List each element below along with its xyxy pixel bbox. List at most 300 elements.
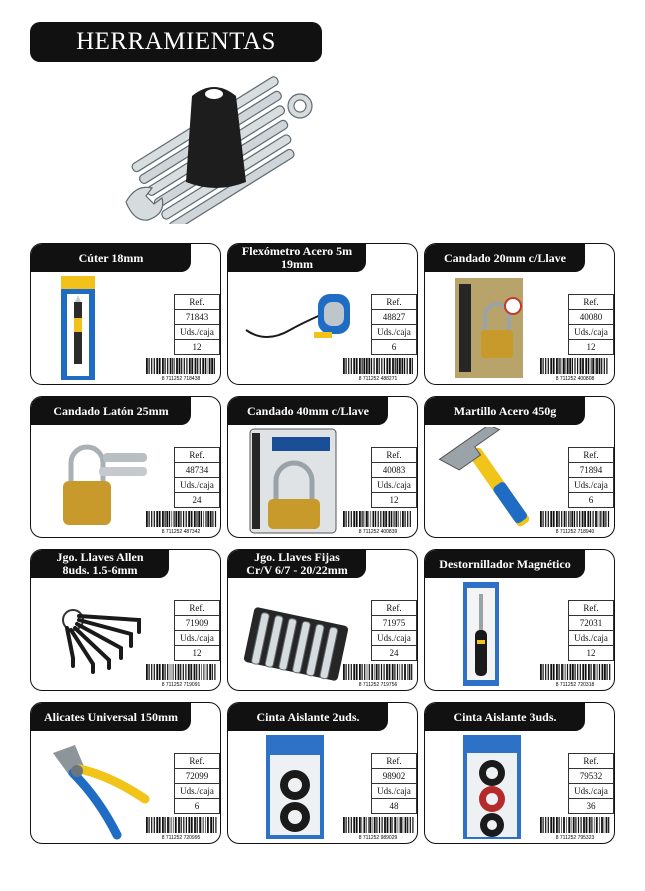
barcode-bars: [540, 817, 609, 833]
barcode-bar: [605, 511, 606, 527]
spec-table: [371, 753, 417, 814]
barcode-bar: [207, 664, 208, 680]
barcode-bars: [540, 358, 608, 374]
barcode-bar: [550, 817, 552, 833]
units-label: Uds./caja: [569, 325, 614, 340]
units-value: 12: [175, 646, 220, 661]
barcode-bar: [399, 817, 400, 833]
barcode-bar: [353, 358, 355, 374]
ref-value: 40083: [372, 463, 417, 478]
barcode-bars: [343, 664, 412, 680]
spec-table: [174, 753, 220, 814]
barcode-bar: [561, 664, 563, 680]
barcode-bar: [372, 817, 373, 833]
barcode-bar: [556, 511, 558, 527]
barcode-bar: [571, 817, 572, 833]
barcode-bar: [397, 358, 399, 374]
ref-value: 71975: [372, 616, 417, 631]
barcode-bar: [162, 664, 164, 680]
barcode-bar: [162, 358, 164, 374]
product-name: Candado Latón 25mm: [31, 397, 191, 425]
barcode-bar: [412, 817, 413, 833]
barcode-bar: [381, 664, 382, 680]
hammer-icon: [437, 427, 549, 535]
barcode-bars: [146, 358, 215, 374]
barcode-bar: [559, 817, 560, 833]
pliers-icon: [43, 733, 155, 841]
barcode-bars: [146, 511, 216, 527]
barcode-bar: [568, 511, 569, 527]
barcode-bar: [181, 358, 182, 374]
barcode-bar: [402, 358, 404, 374]
barcode-bar: [167, 817, 169, 833]
barcode-bar: [190, 664, 192, 680]
barcode-bar: [391, 511, 392, 527]
barcode-bar: [604, 817, 605, 833]
barcode-bar: [574, 358, 575, 374]
barcode-bar: [407, 358, 408, 374]
wrench-set-icon: [240, 580, 352, 688]
barcode-bar: [188, 817, 190, 833]
barcode-bar: [379, 358, 380, 374]
barcode-bar: [175, 664, 176, 680]
barcode-bar: [376, 664, 378, 680]
barcode-bar: [343, 817, 345, 833]
units-value: 24: [175, 493, 220, 508]
barcode-bar: [149, 358, 150, 374]
barcode-bar: [146, 511, 148, 527]
barcode-bar: [146, 358, 148, 374]
barcode-bar: [603, 511, 605, 527]
barcode-bar: [374, 817, 376, 833]
units-value: 6: [175, 799, 220, 814]
barcode-bar: [212, 511, 213, 527]
barcode-number: 8 711252 719091: [161, 682, 201, 687]
barcode-bar: [202, 358, 204, 374]
product-card: [227, 702, 418, 844]
barcode-bar: [380, 511, 381, 527]
barcode-bar: [564, 511, 566, 527]
barcode-bar: [599, 817, 600, 833]
barcode-bar: [588, 664, 590, 680]
barcode-bar: [369, 511, 370, 527]
barcode-bar: [381, 358, 382, 374]
barcode-bar: [368, 817, 369, 833]
barcode: [144, 816, 218, 840]
barcode-bar: [203, 511, 204, 527]
barcode-bar: [411, 664, 412, 680]
barcode-bar: [588, 358, 589, 374]
barcode-bar: [383, 511, 385, 527]
barcode-number: 8 711252 718940: [555, 529, 595, 534]
tape-2-icon: [240, 733, 352, 841]
barcode-bar: [359, 664, 361, 680]
barcode-bar: [597, 664, 598, 680]
barcode-bar: [548, 511, 549, 527]
barcode-bar: [545, 817, 546, 833]
barcode-bar: [402, 511, 404, 527]
ref-value: 48827: [372, 310, 417, 325]
ref-value: 71894: [569, 463, 614, 478]
barcode-bar: [178, 664, 180, 680]
barcode-bar: [197, 817, 198, 833]
barcode-bar: [545, 664, 546, 680]
barcode-bar: [598, 511, 599, 527]
barcode-bar: [197, 358, 198, 374]
barcode-bar: [363, 358, 365, 374]
units-label: Uds./caja: [175, 631, 220, 646]
barcode-bar: [591, 664, 592, 680]
barcode-bar: [379, 817, 380, 833]
barcode-bar: [189, 358, 191, 374]
barcode-bar: [343, 358, 345, 374]
barcode-bar: [385, 511, 387, 527]
barcode: [144, 663, 218, 687]
barcode-bar: [165, 511, 166, 527]
ref-value: 72031: [569, 616, 614, 631]
barcode-bar: [369, 817, 371, 833]
barcode-bar: [146, 664, 148, 680]
units-label: Uds./caja: [569, 478, 614, 493]
barcode-bar: [599, 664, 600, 680]
ref-label: Ref.: [372, 754, 417, 769]
product-card: [227, 243, 418, 385]
barcode-bar: [169, 511, 170, 527]
barcode-bar: [165, 817, 166, 833]
barcode-bar: [591, 817, 592, 833]
barcode-bar: [170, 358, 172, 374]
barcode-bar: [356, 358, 358, 374]
units-value: 12: [569, 340, 614, 355]
product-card: [227, 396, 418, 538]
barcode-bar: [582, 664, 584, 680]
barcode-bar: [543, 664, 544, 680]
barcode-bar: [156, 664, 158, 680]
barcode-bar: [376, 358, 378, 374]
barcode-bar: [367, 664, 368, 680]
product-card: [227, 549, 418, 691]
barcode-bar: [205, 358, 206, 374]
barcode-bar: [180, 511, 181, 527]
ref-label: Ref.: [175, 295, 220, 310]
barcode-bar: [553, 664, 555, 680]
barcode-bar: [188, 511, 190, 527]
barcode-bar: [562, 358, 563, 374]
product-card: [424, 702, 615, 844]
barcode-bar: [183, 664, 184, 680]
barcode-bar: [589, 817, 591, 833]
barcode-bar: [162, 511, 164, 527]
barcode-bar: [166, 511, 168, 527]
barcode-bar: [592, 358, 594, 374]
barcode-bar: [362, 817, 363, 833]
barcode-bar: [351, 664, 352, 680]
product-name: Martillo Acero 450g: [425, 397, 585, 425]
barcode-bar: [156, 817, 158, 833]
barcode-bar: [368, 358, 370, 374]
product-name: Jgo. Llaves Allen 8uds. 1.5-6mm: [31, 550, 169, 578]
barcode-bar: [210, 511, 212, 527]
barcode-bar: [194, 817, 196, 833]
ref-value: 79532: [569, 769, 614, 784]
product-name: Candado 20mm c/Llave: [425, 244, 585, 272]
barcode-bar: [362, 664, 363, 680]
units-value: 36: [569, 799, 614, 814]
barcode-bar: [351, 817, 352, 833]
barcode-bar: [215, 511, 216, 527]
barcode-bar: [585, 664, 587, 680]
barcode-bar: [392, 817, 393, 833]
barcode-bar: [196, 511, 197, 527]
barcode-bar: [201, 664, 202, 680]
ref-label: Ref.: [175, 448, 220, 463]
barcode-bar: [167, 664, 168, 680]
barcode-number: 8 711252 720995: [161, 835, 201, 840]
barcode-bar: [407, 511, 408, 527]
ref-value: 40080: [569, 310, 614, 325]
barcode: [538, 510, 612, 534]
barcode-bar: [400, 817, 402, 833]
barcode-bar: [575, 817, 576, 833]
barcode-bar: [543, 358, 544, 374]
barcode-bars: [540, 511, 609, 527]
barcode-bar: [371, 511, 372, 527]
product-name: Alicates Universal 150mm: [31, 703, 191, 731]
barcode-bar: [553, 817, 555, 833]
barcode-bar: [609, 664, 610, 680]
barcode-bar: [566, 511, 567, 527]
barcode-bar: [356, 817, 358, 833]
barcode-bar: [348, 511, 349, 527]
barcode-bar: [184, 358, 185, 374]
barcode-bar: [389, 664, 391, 680]
barcode-bar: [585, 358, 587, 374]
barcode-bar: [183, 817, 184, 833]
barcode-bar: [604, 664, 606, 680]
barcode-bar: [212, 664, 213, 680]
product-name: Cinta Aislante 2uds.: [228, 703, 388, 731]
barcode-number: 8 711252 719756: [358, 682, 398, 687]
ref-value: 72099: [175, 769, 220, 784]
units-value: 12: [372, 493, 417, 508]
barcode-bar: [356, 664, 358, 680]
barcode-number: 8 711252 487342: [161, 529, 201, 534]
padlock-large-icon: [240, 427, 352, 535]
barcode-bar: [410, 511, 411, 527]
product-card: [424, 549, 615, 691]
barcode-bar: [574, 511, 575, 527]
barcode-bar: [371, 358, 372, 374]
barcode-bar: [151, 817, 152, 833]
barcode-bar: [570, 511, 571, 527]
barcode-bar: [170, 664, 171, 680]
spec-table: [371, 447, 417, 508]
brass-padlock-icon: [43, 427, 155, 535]
barcode-number: 8 711252 795323: [555, 835, 595, 840]
barcode-bar: [382, 817, 383, 833]
barcode: [341, 816, 415, 840]
barcode-bar: [351, 511, 352, 527]
barcode-bar: [400, 511, 401, 527]
barcode-bar: [567, 358, 569, 374]
barcode-number: 8 711252 989029: [358, 835, 398, 840]
units-label: Uds./caja: [372, 325, 417, 340]
barcode-bar: [151, 511, 152, 527]
barcode-bar: [176, 358, 178, 374]
barcode-bar: [584, 511, 586, 527]
spec-table: [371, 294, 417, 355]
barcode-bar: [366, 511, 368, 527]
product-name: Destornillador Magnético: [425, 550, 585, 578]
barcode-bar: [205, 817, 206, 833]
barcode-bar: [586, 817, 588, 833]
ref-label: Ref.: [372, 601, 417, 616]
product-name: Flexómetro Acero 5m 19mm: [228, 244, 366, 272]
barcode-bar: [561, 511, 562, 527]
barcode-bar: [202, 817, 203, 833]
barcode-bar: [606, 358, 607, 374]
units-value: 12: [175, 340, 220, 355]
barcode-bar: [172, 511, 173, 527]
barcode-bar: [400, 664, 401, 680]
screwdriver-icon: [437, 580, 549, 688]
spec-table: [174, 447, 220, 508]
barcode-bar: [356, 511, 358, 527]
barcode-bar: [154, 664, 155, 680]
barcode-bar: [154, 358, 155, 374]
barcode-bar: [384, 664, 385, 680]
barcode-bar: [203, 817, 204, 833]
barcode-bar: [343, 664, 345, 680]
product-card: [424, 396, 615, 538]
barcode-bar: [543, 511, 544, 527]
barcode-bar: [602, 511, 603, 527]
barcode-bar: [599, 358, 601, 374]
barcode-bar: [593, 511, 594, 527]
barcode-bar: [582, 511, 584, 527]
barcode-bar: [188, 664, 190, 680]
units-value: 24: [372, 646, 417, 661]
barcode-bar: [601, 817, 603, 833]
barcode-bar: [384, 817, 386, 833]
units-label: Uds./caja: [175, 478, 220, 493]
barcode-bar: [362, 358, 363, 374]
barcode-bar: [565, 664, 566, 680]
barcode-bar: [172, 358, 173, 374]
barcode-bars: [343, 358, 413, 374]
barcode-bar: [567, 664, 568, 680]
barcode-bar: [606, 817, 608, 833]
barcode-bar: [159, 817, 161, 833]
barcode-bar: [540, 358, 542, 374]
barcode-bar: [373, 511, 375, 527]
barcode-bar: [550, 358, 552, 374]
barcode-bar: [596, 664, 597, 680]
units-label: Uds./caja: [175, 784, 220, 799]
barcode-bar: [198, 511, 200, 527]
barcode-bar: [154, 817, 155, 833]
barcode-bar: [540, 511, 542, 527]
barcode-bar: [374, 358, 375, 374]
barcode-bar: [402, 664, 403, 680]
barcode-number: 8 711252 720318: [555, 682, 595, 687]
barcode-bar: [159, 664, 161, 680]
barcode-bar: [369, 664, 370, 680]
barcode-bar: [346, 511, 347, 527]
barcode-bar: [386, 358, 388, 374]
barcode-bar: [575, 664, 576, 680]
barcode: [341, 510, 415, 534]
barcode-bar: [553, 511, 555, 527]
barcode-bar: [566, 817, 567, 833]
barcode-bar: [590, 511, 591, 527]
barcode-bar: [591, 358, 592, 374]
barcode-bar: [548, 664, 549, 680]
barcode-bar: [348, 817, 349, 833]
ref-label: Ref.: [372, 448, 417, 463]
barcode-bar: [393, 511, 394, 527]
barcode-bar: [593, 664, 595, 680]
barcode-bar: [351, 358, 352, 374]
barcode-number: 8 711252 400839: [358, 529, 398, 534]
units-label: Uds./caja: [372, 631, 417, 646]
barcode-bar: [543, 817, 544, 833]
barcode-bar: [556, 358, 558, 374]
barcode-bar: [185, 664, 186, 680]
barcode-bar: [608, 817, 609, 833]
barcode-bar: [173, 817, 174, 833]
barcode-bar: [581, 817, 582, 833]
barcode-bar: [596, 817, 598, 833]
barcode-bar: [405, 511, 406, 527]
barcode-bar: [404, 664, 406, 680]
barcode-bar: [548, 358, 549, 374]
barcode-bar: [196, 664, 197, 680]
barcode-bar: [165, 358, 166, 374]
barcode-bar: [201, 511, 202, 527]
units-value: 6: [372, 340, 417, 355]
barcode-bar: [571, 511, 573, 527]
barcode-number: 8 711252 400808: [555, 376, 595, 381]
barcode-bar: [209, 664, 211, 680]
barcode-bar: [550, 511, 552, 527]
barcode-bar: [548, 817, 549, 833]
barcode-bar: [582, 358, 584, 374]
product-card: [30, 702, 221, 844]
barcode-bars: [343, 817, 414, 833]
barcode-bar: [580, 664, 581, 680]
barcode-bar: [563, 817, 565, 833]
barcode-bar: [392, 664, 394, 680]
spec-table: [174, 600, 220, 661]
barcode-bar: [362, 511, 363, 527]
barcode-bar: [573, 817, 575, 833]
barcode-bar: [394, 817, 396, 833]
barcode-bar: [348, 358, 349, 374]
spec-table: [174, 294, 220, 355]
barcode-bar: [399, 358, 401, 374]
barcode-bar: [174, 511, 175, 527]
ref-label: Ref.: [569, 448, 614, 463]
units-label: Uds./caja: [175, 325, 220, 340]
barcode-bar: [156, 358, 158, 374]
barcode-bar: [568, 817, 570, 833]
barcode-bar: [159, 358, 161, 374]
barcode-bar: [580, 358, 582, 374]
barcode-bar: [404, 358, 405, 374]
barcode-bar: [572, 664, 574, 680]
tape-measure-icon: [240, 274, 352, 382]
